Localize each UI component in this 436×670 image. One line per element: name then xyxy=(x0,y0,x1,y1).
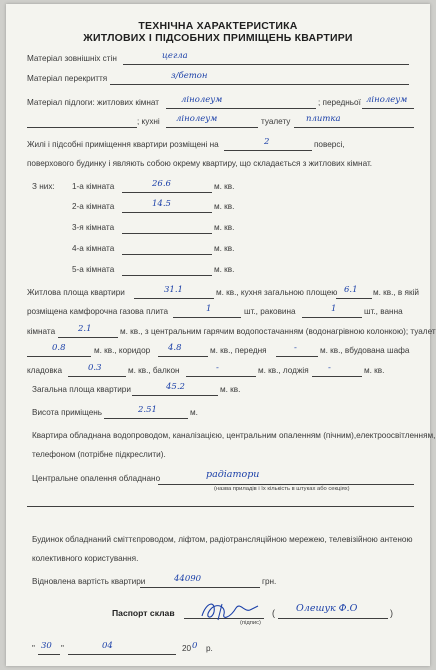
storage-line xyxy=(68,376,126,377)
walls-label: Матеріал зовнішніх стін xyxy=(27,54,117,63)
toilet-line xyxy=(27,356,91,357)
floors-hall-value: лінолеум xyxy=(366,95,408,105)
fixtures-text2: шт., раковина xyxy=(244,307,296,316)
cost-line xyxy=(140,587,260,588)
total-area-value: 45.2 xyxy=(166,382,185,392)
total-area-line xyxy=(132,395,218,396)
storage-text2: м. кв., балкон xyxy=(128,366,180,375)
kitchen-area-value: 6.1 xyxy=(344,285,358,295)
room-5-line xyxy=(122,275,212,276)
heating-value: радіатори xyxy=(206,469,260,480)
date-month-line xyxy=(68,654,176,655)
floors-label: Матеріал підлоги: житлових кімнат xyxy=(27,98,160,107)
storage-text4: м. кв. xyxy=(364,366,385,375)
room-1-label: 1-а кімната xyxy=(72,182,115,191)
balcony-line xyxy=(186,376,256,377)
floors-living-value: лінолеум xyxy=(181,95,223,105)
signature-name-line xyxy=(278,618,388,619)
height-unit: м. xyxy=(190,408,198,417)
room-3-line xyxy=(122,233,212,234)
date-day-line xyxy=(38,654,60,655)
building-equipment-line2: колективного користування. xyxy=(32,554,139,563)
signature-name-close: ) xyxy=(390,608,393,618)
height-line xyxy=(104,418,188,419)
date-month: 04 xyxy=(102,641,113,651)
floors-blank-line xyxy=(27,127,137,128)
room-2-value: 14.5 xyxy=(152,199,171,209)
hall-area-line xyxy=(276,356,318,357)
floors-kitchen-value: лінолеум xyxy=(176,114,218,124)
storage-text1: кладовка xyxy=(27,366,63,375)
bathroom-line xyxy=(58,337,118,338)
stove-value: 1 xyxy=(206,304,212,314)
walls-value: цегла xyxy=(162,51,188,61)
signature-note: (підпис) xyxy=(240,620,261,626)
room-4-unit: м. кв. xyxy=(214,244,235,253)
total-area-unit: м. кв. xyxy=(220,385,241,394)
floors-hall-line xyxy=(362,108,414,109)
rooms-prefix: З них: xyxy=(32,182,55,191)
document-title-line2: ЖИТЛОВИХ І ПІДСОБНИХ ПРИМІЩЕНЬ КВАРТИРИ xyxy=(83,32,353,44)
ceiling-value: з/бетон xyxy=(171,71,208,81)
equipment-line1: Квартира обладнана водопроводом, каналізацією, центральним опаленням (пічним),електроосвітленням, xyxy=(32,431,436,440)
room-1-value: 26.6 xyxy=(152,179,171,189)
floors-toilet-line xyxy=(294,127,414,128)
total-area-label: Загальна площа квартири xyxy=(32,385,131,394)
heating-label: Центральне опалення обладнано xyxy=(32,474,161,483)
cost-unit: грн. xyxy=(262,577,277,586)
date-day: 30 xyxy=(41,641,52,651)
kitchen-area-line xyxy=(336,298,372,299)
floors-living-line xyxy=(166,108,316,109)
bathroom-text2: м. кв., з центральним гарячим водопостачанням (водонагрівною колонкою); туалет xyxy=(120,327,436,336)
floors-toilet-label: туалету xyxy=(261,117,291,126)
document-page xyxy=(6,4,436,666)
toilet-value: 0.8 xyxy=(52,343,66,353)
room-3-unit: м. кв. xyxy=(214,223,235,232)
corridor-value: 4.8 xyxy=(168,343,182,353)
room-5-label: 5-а кімната xyxy=(72,265,115,274)
living-area-text1: Житлова площа квартири xyxy=(27,288,125,297)
cost-label: Відновлена вартість квартири xyxy=(32,577,146,586)
loggia-value: - xyxy=(328,363,331,373)
room-1-line xyxy=(122,192,212,193)
bathroom-value: 2.1 xyxy=(78,324,92,334)
heating-extra-line xyxy=(27,506,414,507)
date-open-quote: " xyxy=(32,644,35,653)
floors-kitchen-line xyxy=(166,127,258,128)
ceiling-label: Матеріал перекриття xyxy=(27,74,108,83)
building-equipment-line1: Будинок обладнаний сміттєпроводом, ліфтом, радіотрансляційною мережею, телевізійною антеною xyxy=(32,535,413,544)
living-area-text2: м. кв., кухня загальною площею xyxy=(216,288,338,297)
equipment-line2: телефоном (потрібне підкреслити). xyxy=(32,450,166,459)
room-2-unit: м. кв. xyxy=(214,202,235,211)
stove-line xyxy=(173,317,241,318)
signature-name-value: Олешук Ф.О xyxy=(296,603,358,614)
room-2-label: 2-а кімната xyxy=(72,202,115,211)
floor-text1: Жилі і підсобні приміщення квартири розміщені на xyxy=(27,140,219,149)
floors-toilet-value: плитка xyxy=(306,114,341,124)
room-2-line xyxy=(122,212,212,213)
date-close-quote: " xyxy=(61,644,64,653)
sink-value: 1 xyxy=(331,304,337,314)
floor-value: 2 xyxy=(264,137,270,147)
room-3-label: 3-я кімната xyxy=(72,223,115,232)
sink-line xyxy=(302,317,362,318)
room-1-unit: м. кв. xyxy=(214,182,235,191)
balcony-value: - xyxy=(216,363,219,373)
floors-hall-label: ; передньої xyxy=(318,98,361,107)
hall-area-value: - xyxy=(294,343,297,353)
corridor-text3: м. кв., вбудована шафа xyxy=(320,346,410,355)
floor-text2: поверсі, xyxy=(314,140,345,149)
heating-note: (назва приладів і їх кількість в штуках або секціях) xyxy=(214,486,350,492)
loggia-line xyxy=(312,376,362,377)
corridor-text1: м. кв., коридор xyxy=(94,346,151,355)
living-area-line xyxy=(134,298,214,299)
living-area-value: 31.1 xyxy=(164,285,183,295)
building-line: поверхового будинку і являють собою окрему квартиру, що складається з житлових кімнат. xyxy=(27,159,373,168)
cost-value: 44090 xyxy=(174,574,202,584)
room-4-line xyxy=(122,254,212,255)
signature-label: Паспорт склав xyxy=(112,608,175,618)
date-suffix: р. xyxy=(206,644,213,653)
floors-kitchen-label: ; кухні xyxy=(137,117,160,126)
corridor-line xyxy=(158,356,208,357)
room-4-label: 4-а кімната xyxy=(72,244,115,253)
height-label: Висота приміщень xyxy=(32,408,103,417)
fixtures-text3: шт., ванна xyxy=(364,307,403,316)
walls-line xyxy=(123,64,409,65)
signature-name-open: ( xyxy=(272,608,275,618)
ceiling-line xyxy=(110,84,409,85)
fixtures-text1: розміщена камфорочна газова плита xyxy=(27,307,169,316)
document-title-line1: ТЕХНІЧНА ХАРАКТЕРИСТИКА xyxy=(138,20,298,32)
room-5-unit: м. кв. xyxy=(214,265,235,274)
corridor-text2: м. кв., передня xyxy=(210,346,267,355)
date-year-suffix: 0 xyxy=(192,641,198,651)
heating-line xyxy=(158,484,414,485)
date-year-prefix: 20 xyxy=(182,644,192,653)
height-value: 2.51 xyxy=(138,405,157,415)
floor-line xyxy=(224,150,312,151)
storage-value: 0.3 xyxy=(88,363,102,373)
bathroom-text1: кімната xyxy=(27,327,56,336)
living-area-text3: м. кв., в якій xyxy=(373,288,419,297)
storage-text3: м. кв., лоджія xyxy=(258,366,309,375)
